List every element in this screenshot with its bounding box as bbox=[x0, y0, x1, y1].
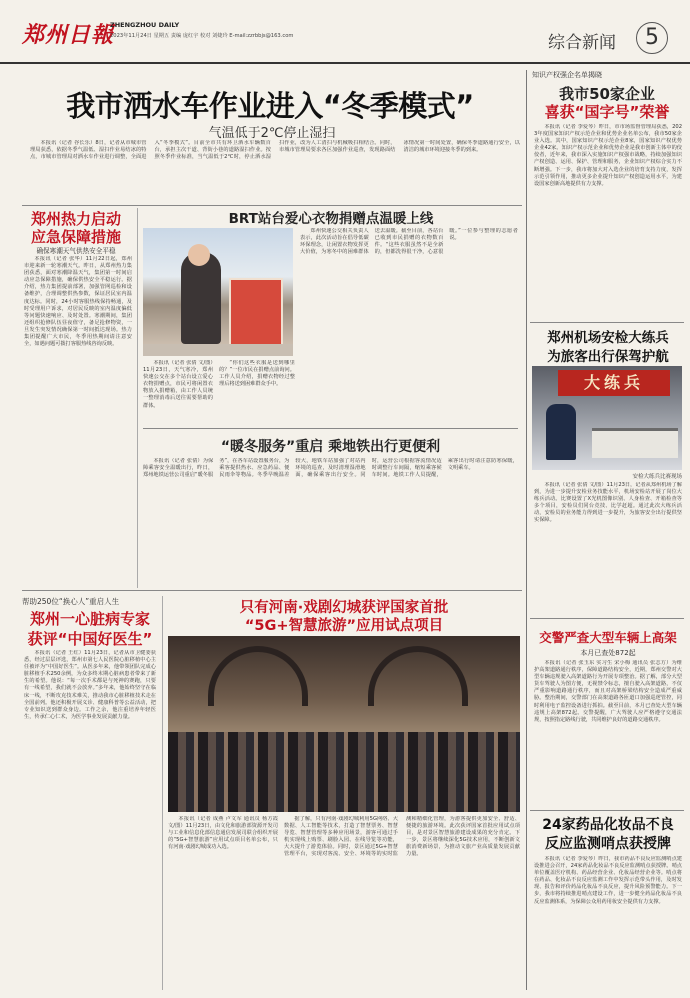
training-banner bbox=[558, 370, 670, 396]
brt-caption-text: 本报讯（记者 张倩 文/图）11月23日，天气寒冷，郑州快速公交在多个站台设立爱心衣物捐赠点，市民可将闲置衣物放入捐赠箱，由工作人员统一整理消毒后送往需要帮助的群体。 bbox=[143, 360, 213, 409]
warm-headline: “暖冬服务”重启 乘地铁出行更便利 bbox=[220, 439, 441, 455]
heart-body bbox=[24, 650, 156, 990]
heart-headline-2: 获评“中国好医生” bbox=[27, 630, 153, 648]
divider bbox=[530, 810, 684, 811]
divider bbox=[22, 590, 522, 591]
divider bbox=[143, 428, 518, 429]
cosmetic-body bbox=[534, 856, 682, 990]
wisdom-caption bbox=[168, 816, 278, 990]
photo-arch bbox=[368, 646, 468, 706]
brt-headline: BRT站台爱心衣物捐赠点温暖上线 bbox=[228, 211, 434, 227]
traffic-body-text: 本报讯（记者 张玉东 实习生 宋小梅 通讯员 张志方）为维护高架道路通行秩序，保障道路结构安全，近期，郑州交警对大型车辆违规驶入高架道路行为开展专项整治。据了解，部分大型货车驾驶人为图方便，无视禁令标志，擅自驶入高架道路，不仅严重影响道路通行秩序，而且对高架桥梁结构安全造成严重威胁。整治期间，交警部门在高架道路各匝道口加强巡逻管控，同时利用电子监控设备进行抓拍。截至目前，本月已查处大型车辆违规上高架872起。交警提醒，广大驾驶人应严格遵守交通法规，按照指定路线行驶，共同维护良好的道路交通秩序。 bbox=[534, 660, 682, 723]
column-divider bbox=[137, 208, 138, 588]
cosmetic-headline-2: 反应监测哨点获授牌 bbox=[545, 836, 671, 852]
page-number: 5 bbox=[645, 25, 659, 50]
divider bbox=[22, 205, 522, 206]
divider bbox=[530, 322, 684, 323]
ip-headline-2: 喜获“国字号”荣誉 bbox=[544, 103, 670, 121]
heat-body bbox=[24, 256, 132, 586]
photo-arch bbox=[208, 646, 308, 706]
airport-photo bbox=[532, 366, 682, 470]
heat-headline-2: 应急保障措施 bbox=[30, 228, 121, 246]
wisdom-body-text: 据了解，只有河南·戏剧幻城利用5G网络、大数据、人工智能等技术，打造了智慧票务、智慧导览、智慧管理等多种应用场景，游客可通过手机实现线上购票、刷脸入园、在线导览等功能，大大提升了游览体验。同时，景区通过5G+智慧管理平台，实现对客流、安全、环境等的实时监测和精细化管理，为游客提供更加安全、舒适、便捷的旅游环境。此次获评国家首批应用试点项目，是对景区智慧旅游建设成果的充分肯定。下一步，景区将继续深化5G技术应用，不断创新文旅消费新场景，为推动文旅产业高质量发展贡献力量。 bbox=[284, 816, 520, 858]
airport-body bbox=[534, 482, 682, 616]
divider bbox=[530, 618, 684, 619]
traffic-subheadline: 本月已查处872起 bbox=[580, 649, 636, 657]
issue-info: 2023年11月24日 星期五 责编 庞红宇 校对 刘婕玲 E-mail:zzrbbjs@163.com bbox=[110, 33, 294, 39]
newspaper-name-en: ZHENGZHOU DAILY bbox=[110, 21, 180, 29]
ip-headline-1: 我市50家企业 bbox=[559, 85, 655, 103]
wisdom-body bbox=[284, 816, 520, 990]
inspection-table bbox=[592, 428, 678, 458]
lead-body-text: 本报讯（记者 谷长乐）8日，记者从市城市管理局获悉，依据冬季气温低、湿扫作业易结冰的特点，市城市管理局对洒水车作业进行调整，全面进入“冬季模式”。目前全市共有环卫洒水车辆数百台，承担主次干道、背街小巷的道路湿扫作业。按照冬季作业标准，当气温低于2℃时，停止洒水湿扫作业，改为人工清扫与机械吸扫相结合。同时，市城市管理局要求各区加强作业巡查，发现路面结冰情况第一时间处置，确保冬季道路通行安全，以清洁的城市环境迎接冬季的到来。 bbox=[30, 140, 520, 161]
wisdom-caption-text: 本报讯（记者 成燕 卢文军 通讯员 杨方霞 文/图）11月23日，由文化和旅游部资源开发司与工业和信息化部信息通信发展司联合组织开展的“5G+智慧旅游”应用试点项目名单公布，只有河南·戏剧幻城成功入选。 bbox=[168, 816, 278, 851]
photo-figure bbox=[546, 404, 576, 460]
masthead bbox=[0, 0, 690, 64]
ip-body bbox=[534, 124, 682, 320]
warm-body-text: 本报讯（记者 张倩）为保障乘客安全温暖出行，昨日，郑州地铁运营公司重启“暖冬服务”，在各车站设置服务台，为乘客提供热水、应急药品、便民雨伞等物品。冬季早晚温差较大，地铁车站加强了对站内环境的巡查，及时清理湿滑地面，确保乘客出行安全。同时，运营公司根据客流情况适时调整行车间隔，缩短乘客候车时间。地铁工作人员提醒，乘客出行时请注意防寒保暖，文明乘车。 bbox=[143, 458, 518, 479]
column-divider bbox=[526, 70, 527, 990]
heat-subheadline: 确保寒潮天气供热安全平稳 bbox=[36, 247, 116, 255]
banner-text: 大练兵 bbox=[583, 373, 644, 392]
brt-body-left-text: “你们这些衣服是送到哪里的？”一位市民在捐赠点前询问。工作人员介绍，捐赠衣物经过整理后将送到困难群众手中。 bbox=[219, 360, 295, 388]
lead-subheadline: 气温低于2℃停止湿扫 bbox=[208, 126, 336, 141]
airport-headline-1: 郑州机场安检大练兵 bbox=[547, 330, 669, 346]
ip-kicker: 知识产权强企名单揭晓 bbox=[532, 71, 602, 79]
heart-body-text: 本报讯（记者 王红）11月23日，记者从市卫健委获悉，经过层层评选，郑州市第七人民医院心脏移植中心主任被评为“中国好医生”。从医多年来，他带领团队完成心脏移植手术250余例，为众多终末期心脏病患者带来了新生的希望。他说：“每一次手术都是与死神的赛跑，只要有一线希望，我们就不会放弃。”多年来，他始终坚守在临床一线，不断攻克技术难关，推动我市心脏移植技术走在全国前列。他还积极开展义诊、健康科普等公益活动，把专业知识送到群众身边。工作之余，他注重培养年轻医生，传承仁心仁术，为医学事业发展贡献力量。 bbox=[24, 650, 156, 720]
donation-box bbox=[229, 278, 283, 350]
heart-kicker: 帮助250位“换心人”重启人生 bbox=[22, 597, 120, 606]
newspaper-logo: 郑州日報 bbox=[22, 22, 115, 48]
photo-floor bbox=[143, 344, 293, 356]
traffic-body bbox=[534, 660, 682, 808]
brt-caption bbox=[143, 360, 213, 426]
ip-body-text: 本报讯（记者 李爱琴）昨日，市市场监督管理局获悉，2023年度国家知识产权示范企业和优势企业名单公布，我市50家企业入选。其中，国家知识产权示范企业8家，国家知识产权优势企业42家。知识产权示范企业和优势企业是我市创新主体中的佼佼者，近年来，我市深入实施知识产权强市战略，持续加强知识产权创造、运用、保护、管理和服务，企业知识产权综合实力不断增强。下一步，我市将加大对入选企业的培育支持力度，发挥示范引领作用，推动更多企业提升知识产权创造运用水平，为建设国家创新高地提供有力支撑。 bbox=[534, 124, 682, 187]
cosmetic-headline-1: 24家药品化妆品不良 bbox=[542, 817, 674, 833]
heart-headline-1: 郑州一心脏病专家 bbox=[29, 610, 150, 628]
airport-body-text: 本报讯（记者 张倩 文/图）11月23日，记者从郑州机场了解到，为进一步提升安检业务技能水平，机场安检站开展了岗位大练兵活动。比赛设置了X光机图像识别、人身检查、开箱检查等多个项目，安检员们同台竞技、比学赶超。通过此次大练兵活动，安检员的业务能力得到进一步提升，为旅客安全出行提供坚实保障。 bbox=[534, 482, 682, 524]
wisdom-headline-2: “5G+智慧旅游”应用试点项目 bbox=[244, 618, 444, 634]
brt-body-right-text: 郑州快速公交相关负责人表示，此次活动旨在倡导低碳环保理念，让闲置衣物发挥更大价值，为寒冬中的困难群体送去温暖。截至目前，各站台已收到市民捐赠的衣物数百件。“这些衣服虽然不是全新的，但都洗得很干净，心意很暖。”一位参与整理的志愿者说。 bbox=[300, 228, 518, 256]
cosmetic-body-text: 本报讯（记者 李爱琴）昨日，我市药品不良反应监测哨点建设推进会召开，24家药品化妆品不良反应监测哨点获授牌。哨点单位覆盖医疗机构、药品经营企业、化妆品经营企业等。哨点将在药品、化妆品不良反应监测工作中发挥示范带头作用，及时发现、报告和评价药品化妆品不良反应，提升风险预警能力。下一步，我市将持续推进哨点建设工作，进一步健全药品化妆品不良反应监测体系，为保障公众用药用妆安全提供有力支撑。 bbox=[534, 856, 682, 905]
photo-figure bbox=[188, 244, 210, 266]
airport-headline-2: 为旅客出行保驾护航 bbox=[547, 349, 669, 365]
wisdom-photo bbox=[168, 636, 520, 812]
lead-body bbox=[30, 140, 520, 202]
wisdom-headline-1: 只有河南·戏剧幻城获评国家首批 bbox=[239, 600, 449, 616]
traffic-headline: 交警严查大型车辆上高架 bbox=[539, 630, 677, 645]
page-number-badge bbox=[636, 22, 668, 54]
warm-body bbox=[143, 458, 518, 586]
brt-body-left bbox=[219, 360, 295, 426]
brt-photo bbox=[143, 228, 293, 356]
column-divider bbox=[162, 596, 163, 990]
airport-photo-caption: 安检大练兵比赛现场 bbox=[632, 474, 682, 480]
photo-crowd bbox=[168, 732, 520, 812]
heat-body-text: 本报讯（记者 张华）11月22日起，郑州市迎来新一轮寒潮天气。昨日，从郑州热力集团获悉，面对寒潮降温天气，集团第一时间启动应急保障措施，确保供热安全平稳运行。据介绍，热力集团提前部署，加强管网巡检和设备维护，合理调整供热参数，保证居民室内温度达标。同时，24小时客服热线保持畅通，及时受理用户诉求，对居民反映的室内温度偏低等问题快速响应、及时处置。寒潮期间，集团还组织抢修队伍昼夜值守，备足抢修物资，一旦发生突发情况确保第一时间抵达现场。热力集团提醒广大市民，冬季用热期间请注意安全，如遇问题可拨打客服热线咨询反映。 bbox=[24, 256, 132, 348]
section-name: 综合新闻 bbox=[548, 33, 616, 53]
lead-headline: 我市洒水车作业进入“冬季模式” bbox=[66, 89, 474, 123]
brt-body-right bbox=[300, 228, 518, 424]
heat-headline-1: 郑州热力启动 bbox=[30, 210, 121, 228]
